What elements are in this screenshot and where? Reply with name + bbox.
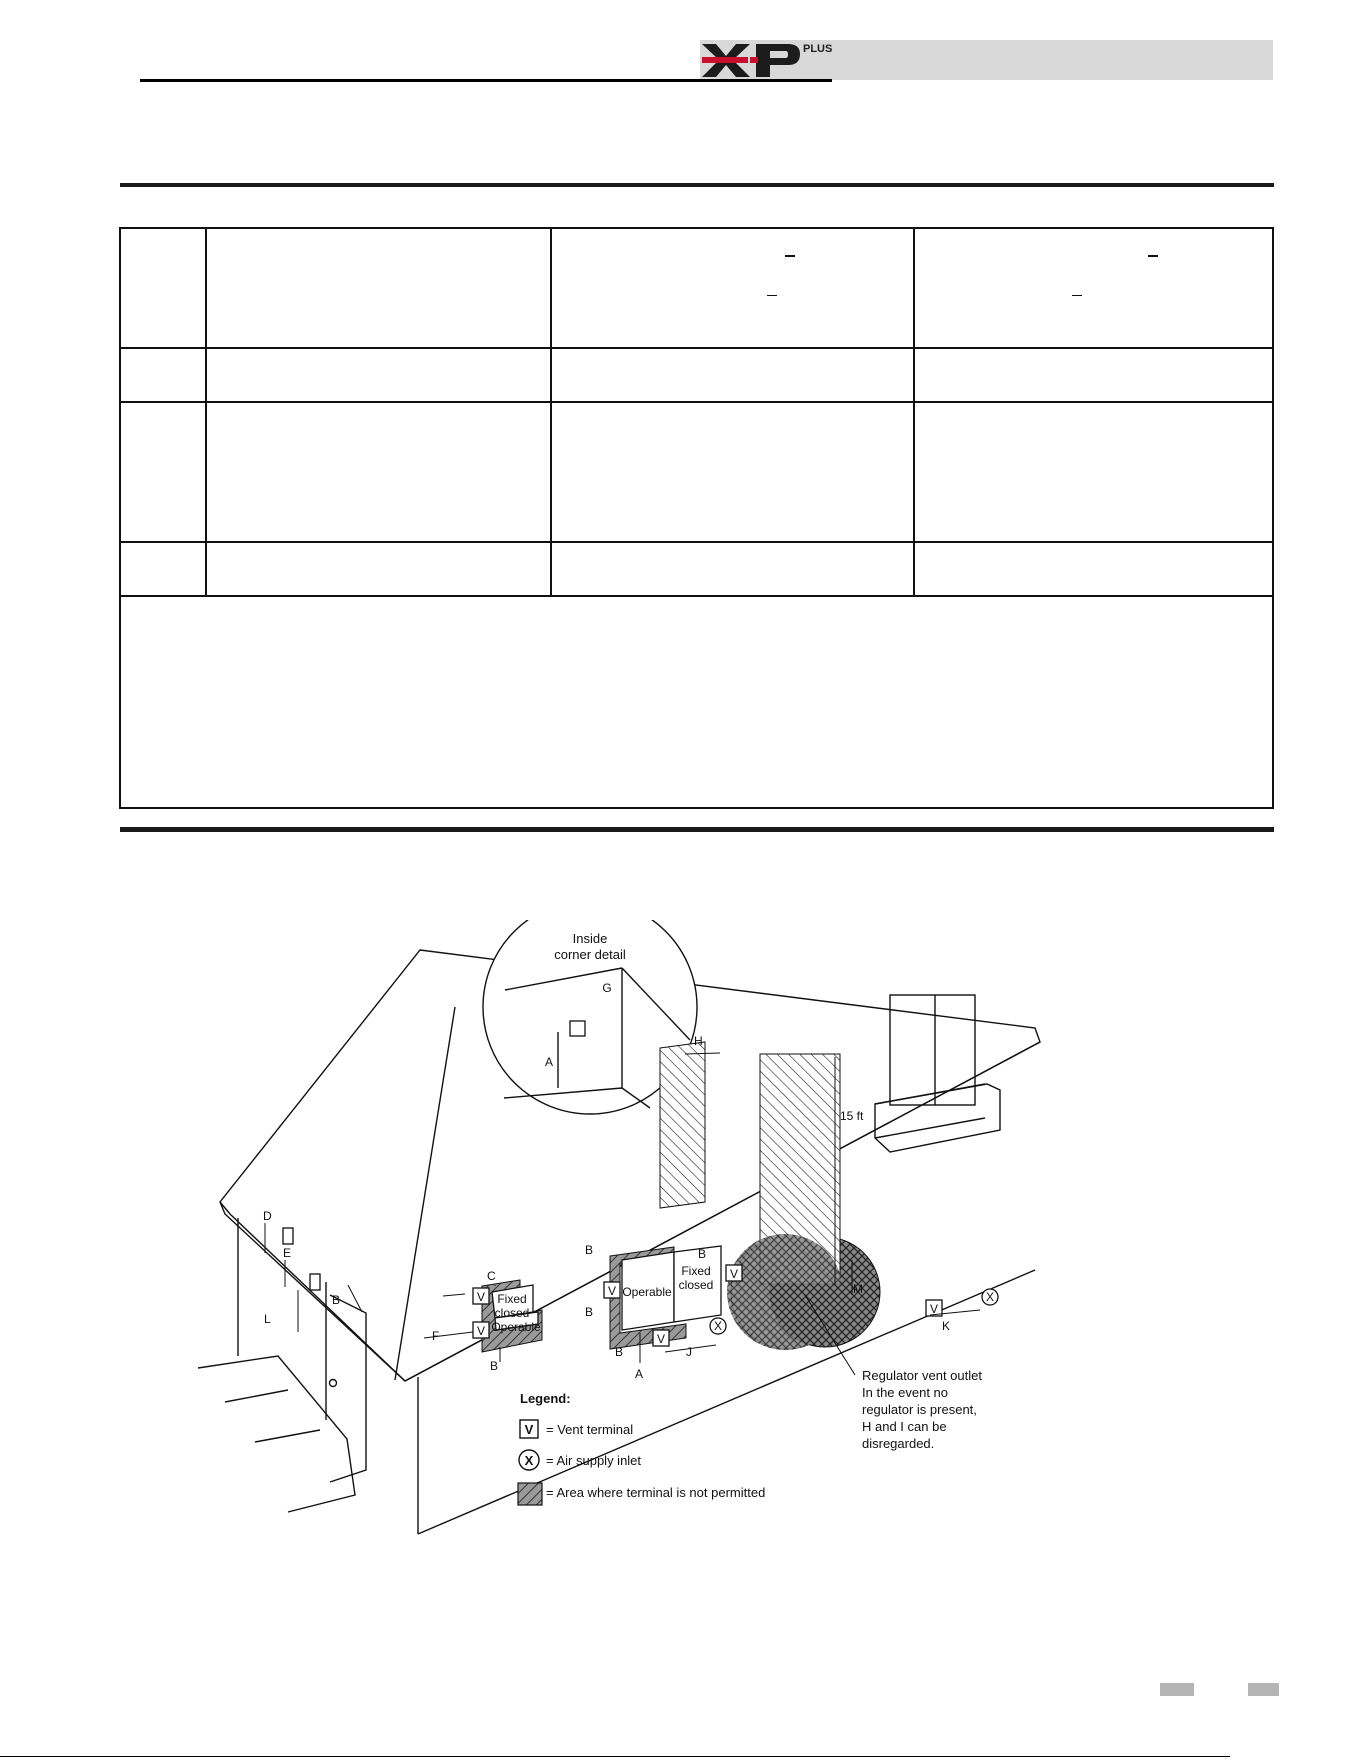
dim-label-a-corner: A — [545, 1055, 554, 1069]
inside-corner-title-1: Inside — [572, 931, 608, 946]
legend-vent-symbol: V — [524, 1422, 534, 1437]
dim-label-h: H — [694, 1034, 703, 1048]
footer-rule — [0, 1756, 1230, 1757]
legend-air-symbol: X — [524, 1453, 534, 1468]
window-left-operable: Operable — [491, 1320, 541, 1334]
table-row-divider — [121, 401, 1272, 403]
dim-label-b-bottom: B — [490, 1359, 499, 1373]
legend-title: Legend: — [520, 1391, 571, 1406]
air-symbol: X — [985, 1290, 995, 1304]
window-left-fixed-2: closed — [494, 1306, 530, 1320]
legend-area-icon — [518, 1483, 542, 1505]
window-left-fixed-1: Fixed — [497, 1292, 527, 1306]
regulator-note-3: regulator is present, — [862, 1402, 977, 1417]
vent-symbol: V — [929, 1302, 939, 1316]
xp-plus-logo — [700, 41, 840, 79]
table-row-divider — [121, 347, 1272, 349]
table-mark — [767, 295, 777, 296]
table-mark — [1148, 255, 1158, 257]
regulator-note-4: H and I can be — [862, 1419, 947, 1434]
dim-label-b-low: B — [615, 1345, 624, 1359]
inside-corner-title-2: corner detail — [554, 947, 626, 962]
legend-air-text: = Air supply inlet — [546, 1453, 642, 1468]
legend-area-text: = Area where terminal is not permitted — [546, 1485, 766, 1500]
window-mid-fixed-2: closed — [678, 1278, 714, 1292]
vent-terminal-icon — [283, 1228, 293, 1244]
dim-label-15ft: 15 ft — [840, 1109, 864, 1123]
window-mid-operable: Operable — [622, 1285, 672, 1299]
section-rule-top — [120, 183, 1274, 187]
header-rule — [140, 79, 832, 82]
vent-terminal-icon — [310, 1274, 320, 1290]
dim-label-k: K — [942, 1319, 951, 1333]
table-row-divider — [121, 541, 1272, 543]
dim-label-l: L — [264, 1312, 271, 1326]
footer-tab-left — [1160, 1683, 1194, 1696]
vent-symbol: V — [729, 1267, 739, 1281]
vent-terminal-clearance-diagram — [190, 920, 1150, 1540]
dim-label-d: D — [263, 1209, 272, 1223]
clearance-table — [119, 227, 1274, 809]
regulator-note-5: disregarded. — [862, 1436, 935, 1451]
regulator-note-1: Regulator vent outlet — [862, 1368, 982, 1383]
vent-symbol: V — [476, 1290, 486, 1304]
dim-label-a: A — [635, 1367, 644, 1381]
dim-label-e: E — [283, 1246, 292, 1260]
dim-label-f: F — [432, 1329, 440, 1343]
dim-label-m: M — [853, 1282, 863, 1296]
vent-symbol: V — [656, 1332, 666, 1346]
dim-label-j: J — [686, 1345, 692, 1359]
section-rule-middle — [120, 827, 1274, 832]
table-row-divider — [121, 595, 1272, 597]
air-symbol: X — [713, 1319, 723, 1333]
regulator-note-2: In the event no — [862, 1385, 949, 1400]
legend-vent-text: = Vent terminal — [546, 1422, 634, 1437]
dim-label-g: G — [602, 981, 612, 995]
dim-label-b-right: B — [698, 1247, 707, 1261]
table-mark — [785, 255, 795, 257]
window-mid-fixed-1: Fixed — [681, 1264, 711, 1278]
vent-terminal-icon — [570, 1021, 585, 1036]
vent-symbol: V — [607, 1284, 617, 1298]
dim-label-c: C — [487, 1269, 496, 1283]
logo-plus-text: PLUS — [803, 43, 833, 55]
table-mark — [1072, 295, 1082, 296]
dim-label-b-mid: B — [585, 1305, 594, 1319]
vent-symbol: V — [476, 1324, 486, 1338]
dim-label-b-side: B — [332, 1293, 341, 1307]
dim-label-b-top: B — [585, 1243, 594, 1257]
footer-tab-right — [1248, 1683, 1279, 1696]
